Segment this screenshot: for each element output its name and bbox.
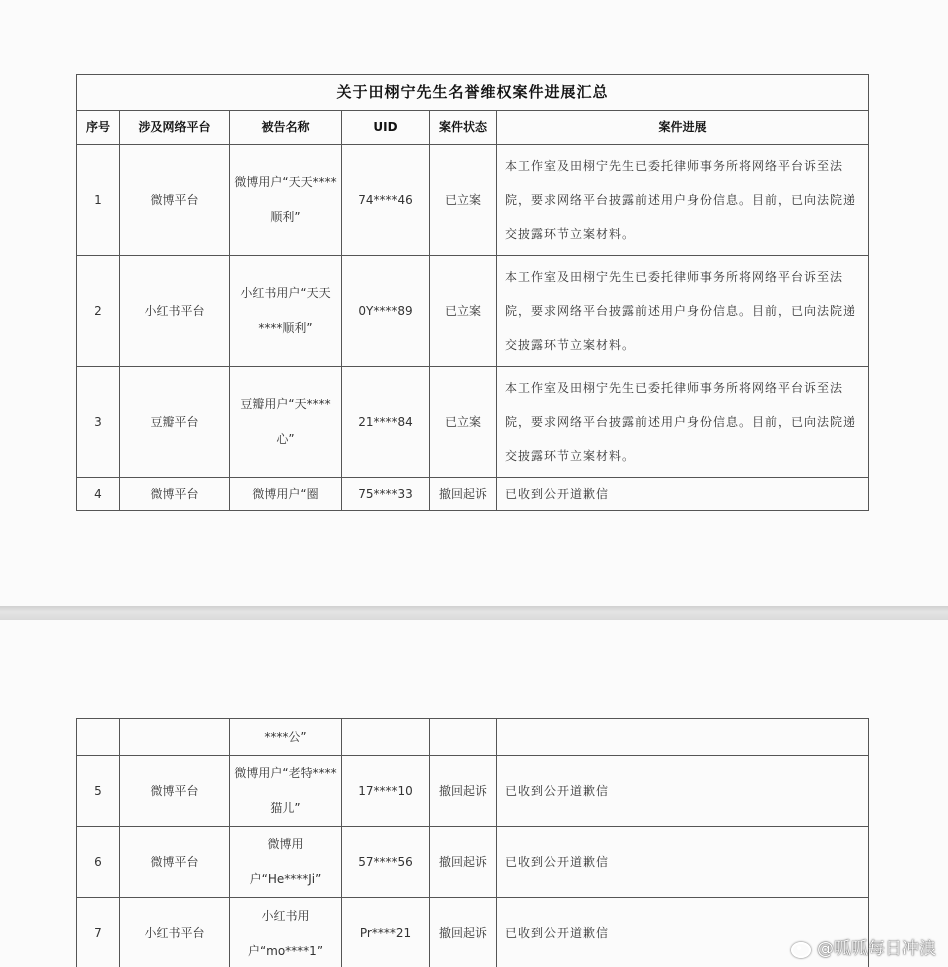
table-row (77, 478, 869, 511)
row-defendant: 豆瓣用户“天****心” (230, 367, 342, 478)
empty-cell (342, 719, 430, 756)
weibo-logo-icon (789, 938, 811, 956)
empty-cell (430, 719, 497, 756)
row-uid: 21****84 (342, 367, 430, 478)
row-defendant: 微博用户“圈 (230, 478, 342, 511)
empty-cell (77, 719, 120, 756)
row-status: 撤回起诉 (430, 827, 497, 898)
page-divider (0, 606, 948, 620)
table-row (77, 256, 869, 367)
case-summary-table-continued (76, 718, 869, 967)
header-progress: 案件进展 (497, 111, 869, 145)
empty-cell (120, 719, 230, 756)
row-no: 1 (77, 145, 120, 256)
row-uid: 57****56 (342, 827, 430, 898)
row-defendant: 小红书用户“天天****顺利” (230, 256, 342, 367)
row-progress: 已收到公开道歉信 (497, 478, 869, 511)
row-platform: 微博平台 (120, 478, 230, 511)
row-platform: 微博平台 (120, 145, 230, 256)
header-row (77, 111, 869, 145)
table-row (77, 827, 869, 898)
table-row (77, 756, 869, 827)
row-defendant: ****公” (230, 719, 342, 756)
row-progress: 本工作室及田栩宁先生已委托律师事务所将网络平台诉至法院，要求网络平台披露前述用户身份信息。目前，已向法院递交披露环节立案材料。 (497, 256, 869, 367)
row-status: 已立案 (430, 256, 497, 367)
row-uid: 74****46 (342, 145, 430, 256)
row-progress: 已收到公开道歉信 (497, 827, 869, 898)
row-progress: 已收到公开道歉信 (497, 756, 869, 827)
row-uid: Pr****21 (342, 898, 430, 967)
table-row (77, 898, 869, 967)
row-status: 已立案 (430, 367, 497, 478)
header-status: 案件状态 (430, 111, 497, 145)
row-no: 5 (77, 756, 120, 827)
table-row (77, 367, 869, 478)
row-status: 撤回起诉 (430, 898, 497, 967)
header-defendant: 被告名称 (230, 111, 342, 145)
empty-cell (497, 719, 869, 756)
row-uid: 17****10 (342, 756, 430, 827)
row-progress: 已收到公开道歉信 (497, 898, 869, 967)
row-defendant: 微博用户“老特****猫儿” (230, 756, 342, 827)
row-platform: 小红书平台 (120, 256, 230, 367)
header-uid: UID (342, 111, 430, 145)
row-no: 3 (77, 367, 120, 478)
row-status: 撤回起诉 (430, 478, 497, 511)
table-row (77, 145, 869, 256)
row-defendant: 微博用户“He****Ji” (230, 827, 342, 898)
watermark-text: @呱呱每日冲浪 (817, 939, 936, 959)
row-progress: 本工作室及田栩宁先生已委托律师事务所将网络平台诉至法院，要求网络平台披露前述用户身份信息。目前，已向法院递交披露环节立案材料。 (497, 145, 869, 256)
row-platform: 微博平台 (120, 756, 230, 827)
table-title: 关于田栩宁先生名誉维权案件进展汇总 (77, 75, 869, 111)
row-no: 4 (77, 478, 120, 511)
continuation-row (77, 719, 869, 756)
weibo-watermark (789, 934, 936, 959)
row-defendant: 小红书用户“mo****1” (230, 898, 342, 967)
row-uid: 75****33 (342, 478, 430, 511)
row-no: 2 (77, 256, 120, 367)
row-status: 已立案 (430, 145, 497, 256)
header-platform: 涉及网络平台 (120, 111, 230, 145)
row-uid: 0Y****89 (342, 256, 430, 367)
row-status: 撤回起诉 (430, 756, 497, 827)
row-no: 6 (77, 827, 120, 898)
header-no: 序号 (77, 111, 120, 145)
row-platform: 小红书平台 (120, 898, 230, 967)
row-defendant: 微博用户“天天****顺利” (230, 145, 342, 256)
row-platform: 豆瓣平台 (120, 367, 230, 478)
case-summary-table (76, 74, 869, 511)
row-no: 7 (77, 898, 120, 967)
row-platform: 微博平台 (120, 827, 230, 898)
row-progress: 本工作室及田栩宁先生已委托律师事务所将网络平台诉至法院，要求网络平台披露前述用户身份信息。目前，已向法院递交披露环节立案材料。 (497, 367, 869, 478)
document-page-2 (0, 620, 948, 967)
